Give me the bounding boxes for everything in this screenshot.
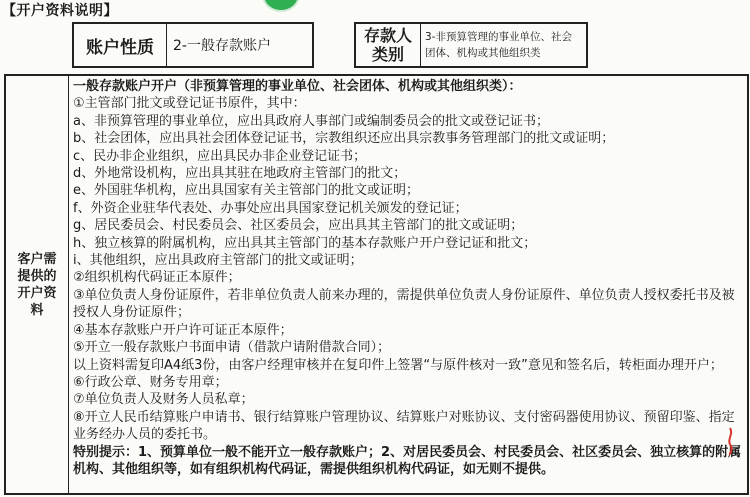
requirement-line: ②组织机构代码证正本原件； [73, 270, 241, 286]
requirement-line: f、外资企业驻华代表处、办事处应出具国家登记机关颁发的登记证； [73, 200, 468, 216]
section-heading: 一般存款账户开户（非预算管理的事业单位、社会团体、机构或其他组织类）： [73, 79, 522, 94]
requirement-line: i、其他组织，应出具政府主管部门的批文或证明； [73, 253, 363, 269]
depositor-type-box [354, 22, 588, 68]
requirement-line: 以上资料需复印A4纸3份，由客户经理审核并在复印件上签署“与原件核对一致”意见和签名后，转柜面办理开户； [73, 357, 723, 373]
page-title: 【开户资料说明】 [2, 3, 118, 19]
requirement-line: ①主管部门批文或登记证书原件，其中： [73, 96, 306, 112]
special-note: 特别提示：1、预算单位一般不能开立一般存款账户；2、对居民委员会、村民委员会、社区委员会、独立核算的附属机构、其他组织等，如有组织机构代码证，需提供组织机构代码证，如无则不提供。 [73, 444, 742, 477]
decorative-badge [262, 0, 300, 12]
requirement-line: b、社会团体，应出具社会团体登记证书，宗教组织还应出具宗教事务管理部门的批文或证明； [73, 131, 615, 147]
depositor-type-value: 3-非预算管理的事业单位、社会团体、机构或其他组织类 [425, 31, 572, 59]
requirements-table [4, 74, 749, 495]
requirement-line: ③单位负责人身份证原件，若非单位负责人前来办理的，需提供单位负责人身份证原件、单位负责人授权委托书及被授权人身份证原件； [73, 287, 735, 321]
requirement-line: ⑥行政公章、财务专用章； [73, 374, 228, 390]
account-type-box [72, 22, 314, 68]
depositor-type-label: 存款人类别 [356, 24, 421, 66]
requirement-line: ④基本存款账户开户许可证正本原件； [73, 322, 293, 338]
requirement-line: ⑧开立人民币结算账户申请书、银行结算账户管理协议、结算账户对账协议、支付密码器使用协议、预留印鉴、指定业务经办人员的委托书。 [73, 409, 735, 443]
requirements-content [69, 76, 747, 493]
requirement-line: ⑦单位负责人及财务人员私章； [73, 392, 254, 408]
requirement-line: d、外地常设机构，应出具其驻在地政府主管部门的批文； [73, 166, 407, 182]
requirement-line: a、非预算管理的事业单位，应出具政府人事部门或编制委员会的批文或登记证书； [73, 113, 549, 129]
account-type-label: 账户性质 [74, 24, 167, 66]
requirement-line: e、外国驻华机构，应出具国家有关主管部门的批文或证明； [73, 183, 419, 199]
requirement-line: ⑤开立一般存款账户书面申请（借款户请附借款合同）； [73, 340, 391, 356]
section-label-text: 客户需提供的开户资料 [17, 251, 57, 318]
account-type-value: 2-一般存款账户 [173, 38, 271, 54]
red-annotation-mark [723, 426, 737, 456]
requirement-line: c、民办非企业组织，应出具民办非企业登记证书； [73, 148, 367, 164]
requirement-line: g、居民委员会、村民委员会、社区委员会，应出具其主管部门的批文或证明； [73, 218, 524, 234]
requirement-line: h、独立核算的附属机构，应出具其主管部门的基本存款账户开户登记证和批文； [73, 235, 537, 251]
section-label [6, 76, 69, 493]
